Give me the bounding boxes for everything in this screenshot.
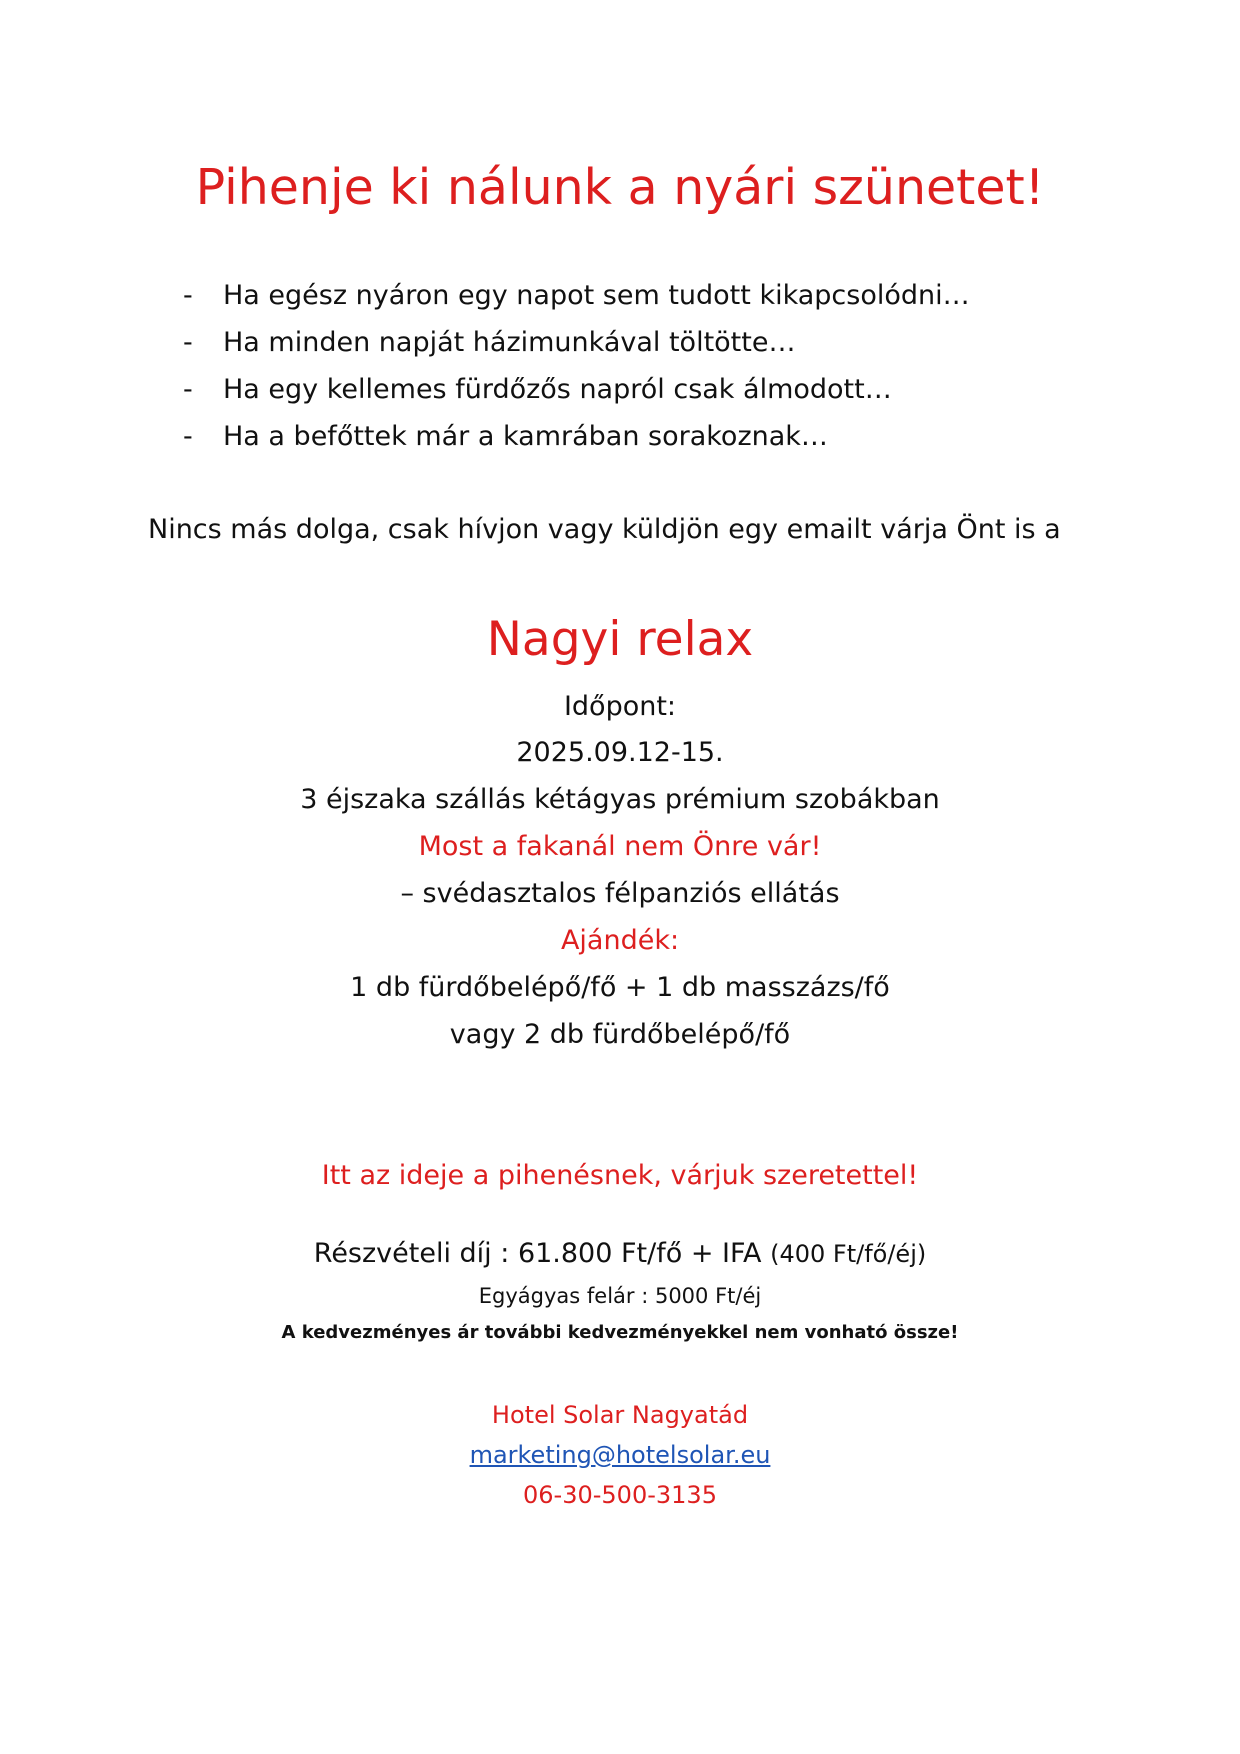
intro-text: Nincs más dolga, csak hívjon vagy küldjön egy emailt várja Önt is a [148, 514, 1061, 545]
bullet-text: Ha egész nyáron egy napot sem tudott kikapcsolódni… [223, 280, 970, 311]
date-label: Időpont: [563, 691, 677, 722]
hotel-name: Hotel Solar Nagyatád [491, 1401, 749, 1429]
program-name: Nagyi relax [486, 612, 754, 667]
headline: Pihenje ki nálunk a nyári szünetet! [195, 159, 1045, 216]
bullet-text: Ha a befőttek már a kamrában sorakoznak… [223, 421, 828, 452]
tax-note: (400 Ft/fő/éj) [770, 1240, 927, 1268]
gift-option-1: 1 db fürdőbelépő/fő + 1 db masszázs/fő [350, 972, 890, 1003]
gift-label: Ajándék: [560, 925, 680, 956]
bullet-marker: - [183, 280, 193, 311]
accommodation-text: 3 éjszaka szállás kétágyas prémium szobákban [300, 784, 940, 815]
bullet-text: Ha minden napját házimunkával töltötte… [223, 327, 796, 358]
phone-number: 06-30-500-3135 [523, 1481, 717, 1509]
email-link[interactable]: marketing@hotelsolar.eu [469, 1441, 771, 1469]
board-text: – svédasztalos félpanziós ellátás [400, 878, 840, 909]
bullet-text: Ha egy kellemes fürdőzős napról csak álmodott… [223, 374, 892, 405]
bullet-marker: - [183, 327, 193, 358]
date-value: 2025.09.12-15. [516, 737, 724, 768]
bullet-marker: - [183, 421, 193, 452]
bullet-marker: - [183, 374, 193, 405]
fee-line [0, 1234, 1240, 1274]
gift-option-2: vagy 2 db fürdőbelépő/fő [449, 1019, 791, 1050]
single-supplement: Egyágyas felár : 5000 Ft/éj [478, 1284, 762, 1308]
discount-note: A kedvezményes ár további kedvezményekkel nem vonható össze! [281, 1322, 959, 1343]
slogan-text: Most a fakanál nem Önre vár! [418, 831, 822, 862]
fee-text: Részvételi díj : 61.800 Ft/fő + IFA [313, 1238, 762, 1269]
email-line [0, 1437, 1240, 1473]
closing-text: Itt az ideje a pihenésnek, várjuk szeretettel! [321, 1160, 919, 1191]
